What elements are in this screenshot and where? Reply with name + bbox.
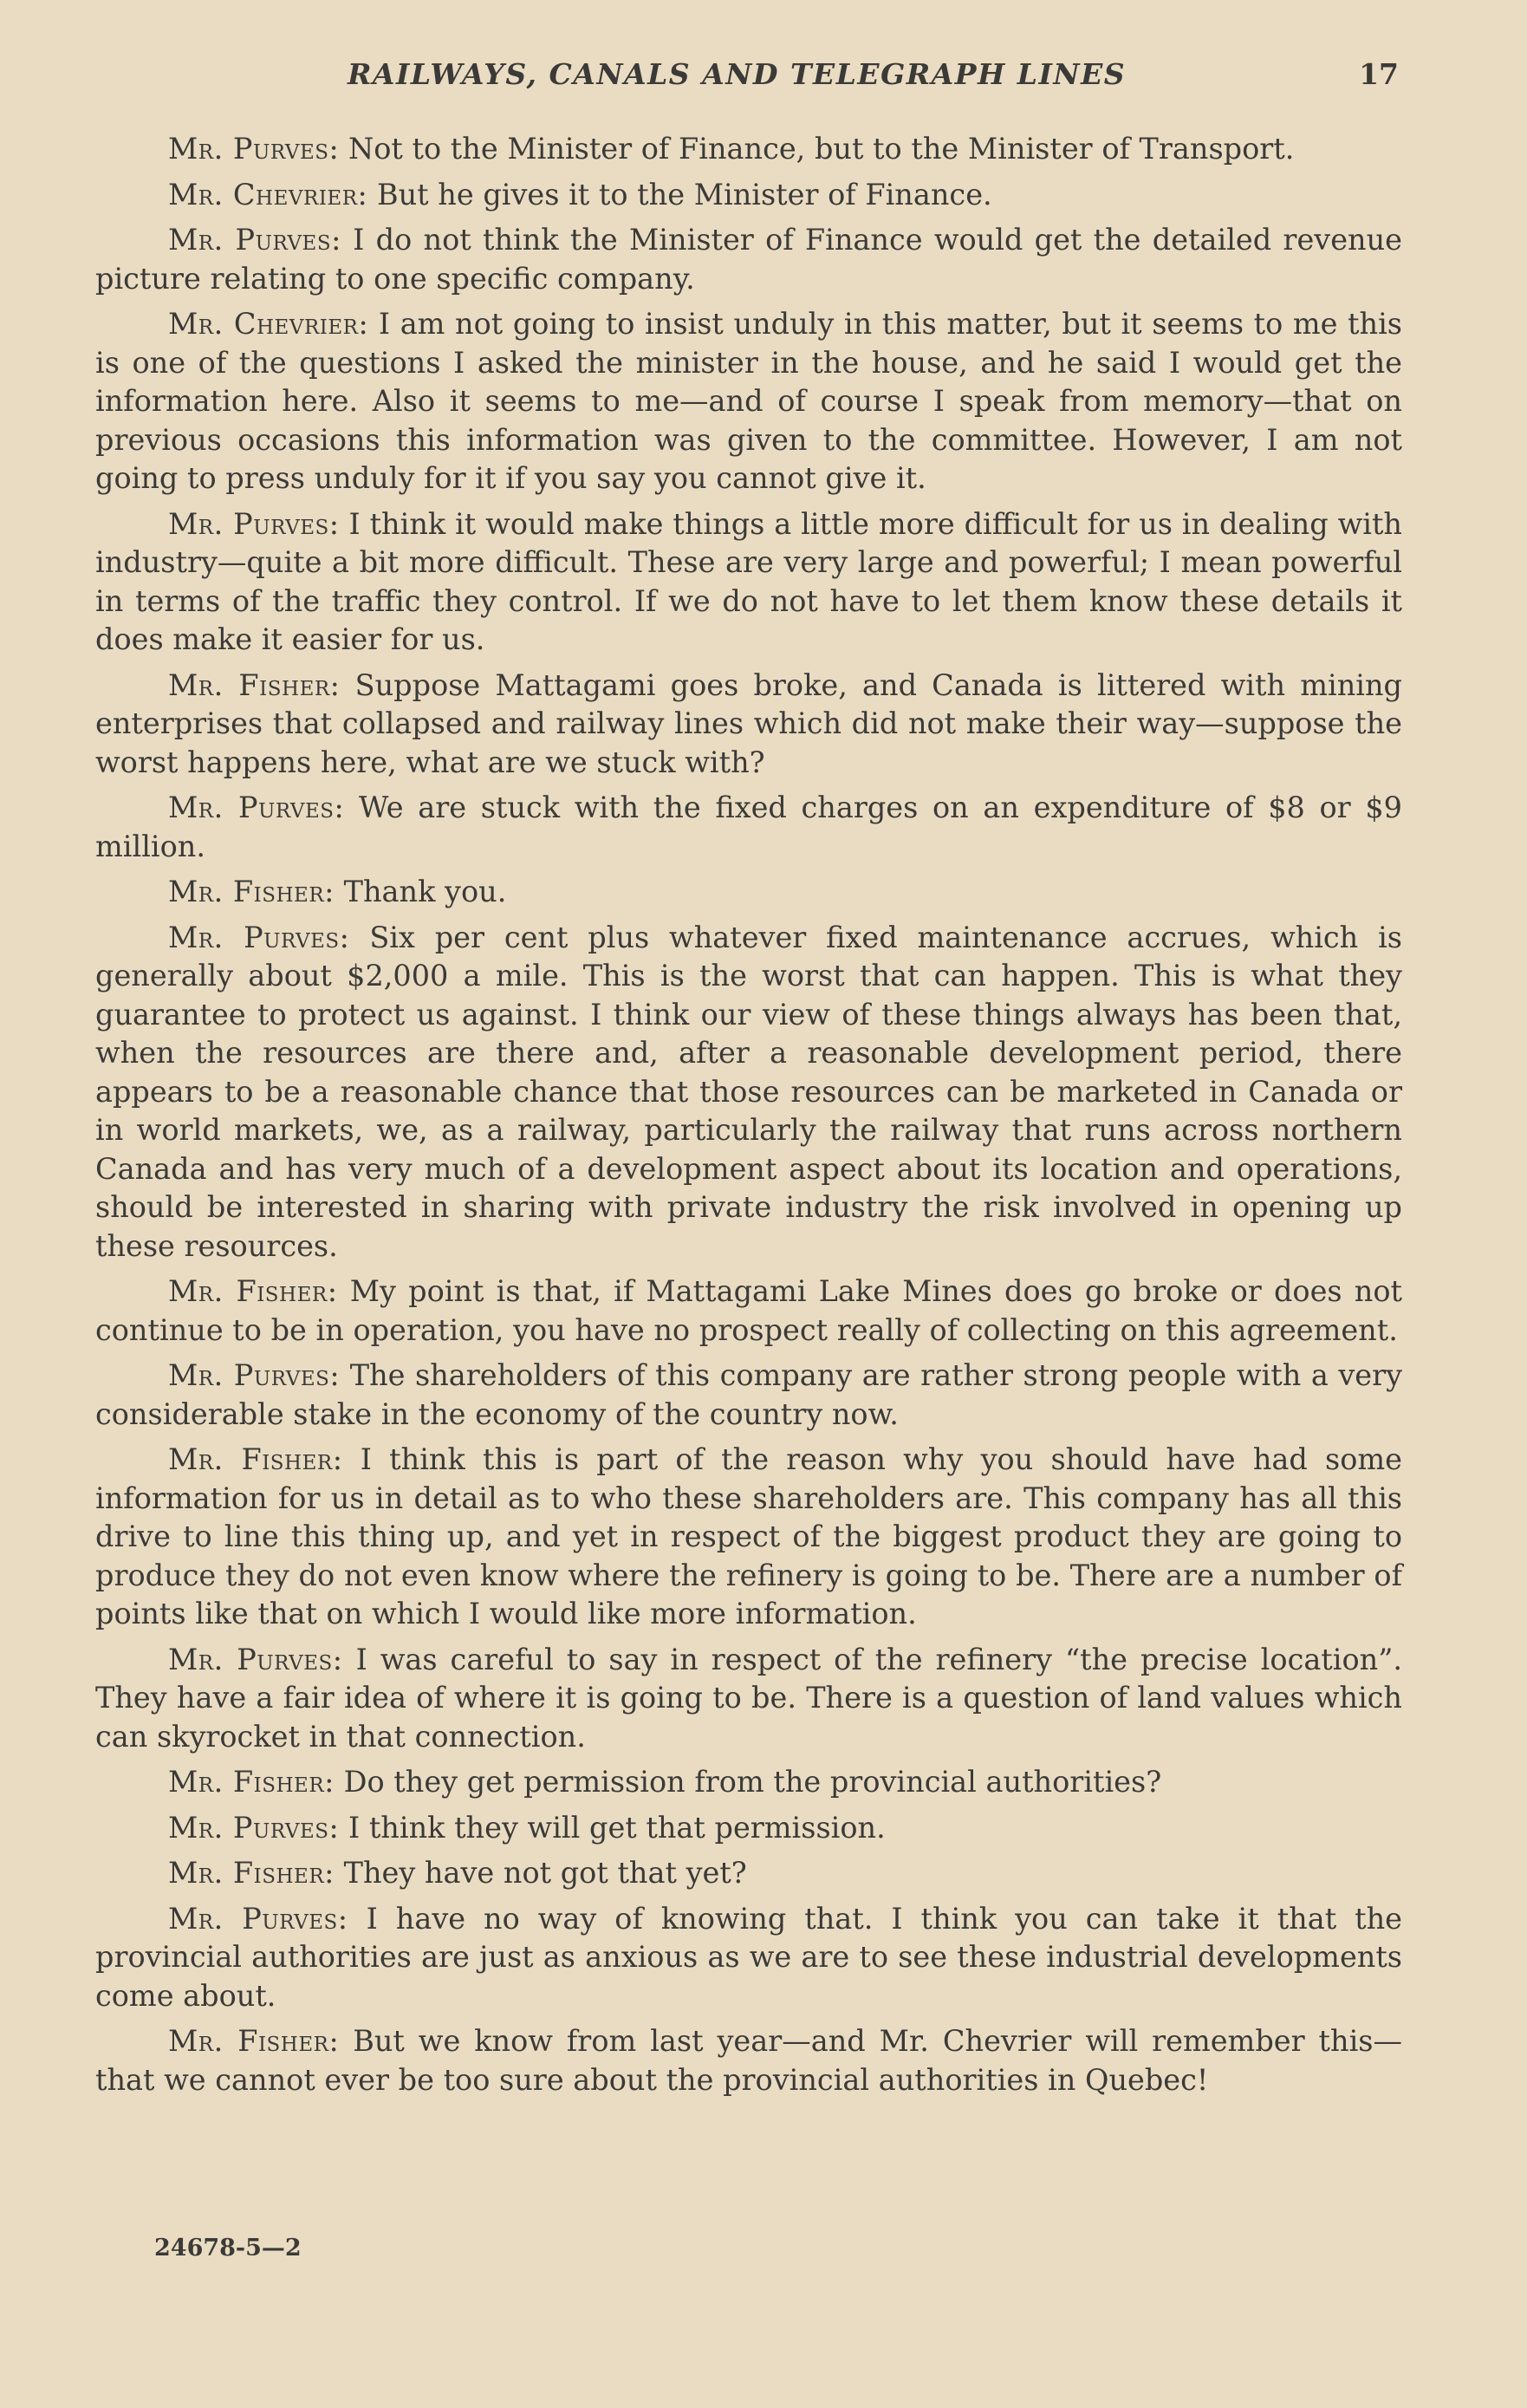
speaker-name: Mr. Fisher:: [168, 1442, 343, 1476]
speaker-name: Mr. Purves:: [168, 1810, 340, 1845]
running-title: RAILWAYS, CANALS AND TELEGRAPH LINES: [347, 57, 1127, 91]
dialogue-paragraph: [95, 176, 1402, 215]
speaker-name: Mr. Purves:: [168, 920, 350, 954]
dialogue-text: My point is that, if Mattagami Lake Mines does go broke or does not continue to be in operation, you have no prospect really of collecting on this agreement.: [95, 1274, 1402, 1347]
speaker-name: Mr. Fisher:: [168, 875, 335, 908]
speaker-name: Mr. Purves:: [168, 791, 345, 824]
speaker-name: Mr. Purves:: [168, 506, 340, 541]
page-header: [0, 54, 1527, 97]
dialogue-paragraph: [95, 919, 1402, 1266]
dialogue-paragraph: [95, 1854, 1402, 1893]
dialogue-paragraph: [95, 789, 1402, 866]
dialogue-paragraph: [95, 305, 1402, 498]
dialogue-paragraph: [95, 1809, 1402, 1848]
page-number: 17: [1359, 57, 1399, 91]
dialogue-paragraph: [95, 1641, 1402, 1757]
speaker-name: Mr. Fisher:: [168, 1274, 338, 1308]
speaker-name: Mr. Chevrier:: [168, 177, 368, 212]
printer-code: 24678-5—2: [154, 2235, 302, 2262]
dialogue-paragraph: [95, 1763, 1402, 1802]
dialogue-text: I think they will get that permission.: [348, 1810, 886, 1845]
speaker-name: Mr. Purves:: [168, 1901, 348, 1936]
speaker-name: Mr. Purves:: [168, 1358, 341, 1392]
dialogue-paragraph: [95, 1272, 1402, 1350]
dialogue-text: But we know from last year—and Mr. Chevrier will remember this—that we cannot ever be too sure about the provincial authorities in Quebec!: [95, 2024, 1402, 2097]
dialogue-paragraph: [95, 505, 1402, 660]
dialogue-text: They have not got that yet?: [343, 1856, 747, 1890]
speaker-name: Mr. Purves:: [168, 132, 340, 166]
dialogue-text: We are stuck with the fixed charges on an expenditure of $8 or $9 million.: [95, 791, 1403, 863]
speaker-name: Mr. Purves:: [168, 223, 341, 257]
dialogue-paragraph: [95, 667, 1402, 783]
speaker-name: Mr. Fisher:: [168, 667, 341, 702]
dialogue-text: I have no way of knowing that. I think you can take it that the provincial authorities are just as anxious as we are to see these industrial developments come about.: [95, 1901, 1403, 2013]
dialogue-paragraph: [95, 2022, 1402, 2099]
speaker-name: Mr. Chevrier:: [168, 307, 369, 341]
dialogue-text: The shareholders of this company are rather strong people with a very considerable stake in the economy of the country now.: [95, 1358, 1403, 1431]
dialogue-text: But he gives it to the Minister of Finance.: [376, 177, 992, 212]
dialogue-paragraph: [95, 1441, 1402, 1634]
dialogue-text: I do not think the Minister of Finance would get the detailed revenue picture relating to one specific company.: [95, 223, 1402, 296]
dialogue-text: Not to the Minister of Finance, but to the Minister of Transport.: [348, 132, 1295, 166]
dialogue-text: I was careful to say in respect of the refinery “the precise location”. They have a fair idea of where it is going to be. There is a question of land values which can skyrocket in that connection.: [95, 1642, 1402, 1754]
dialogue-paragraph: [95, 873, 1402, 912]
dialogue-paragraph: [95, 221, 1402, 298]
dialogue-paragraph: [95, 1357, 1402, 1434]
dialogue-text: Thank you.: [343, 875, 507, 908]
transcript-body: [95, 130, 1402, 2106]
dialogue-text: I think this is part of the reason why you should have had some information for us in detail as to who these shareholders are. This company has all this drive to line this thing up, and yet in respect of the biggest product they are going to produce they do not even know where the refinery is going to be. There are a number of points like that on which I would like more information.: [95, 1442, 1402, 1630]
dialogue-paragraph: [95, 130, 1402, 169]
speaker-name: Mr. Fisher:: [168, 1856, 335, 1890]
dialogue-text: Six per cent plus whatever fixed maintenance accrues, which is generally about $2,000 a mile. This is the worst that can happen. This is what they guarantee to protect us against. I think our view of these things always has been that, when the resources are there and, after a reasonable development period, there appears to be a reasonable chance that those resources can be marketed in Canada or in world markets, we, as a railway, particularly the railway that runs across northern Canada and has very much of a development aspect about its location and operations, should be interested in sharing with private industry the risk involved in opening up these resources.: [95, 920, 1402, 1263]
dialogue-text: I am not going to insist unduly in this matter, but it seems to me this is one of the questions I asked the minister in the house, and he said I would get the information here. Also it seems to me—and of course I speak from memory—that on previous occasions this information was given to the committee. However, I am not going to press unduly for it if you say you cannot give it.: [95, 307, 1403, 495]
dialogue-paragraph: [95, 1900, 1402, 2016]
speaker-name: Mr. Fisher:: [168, 1765, 335, 1799]
dialogue-text: Suppose Mattagami goes broke, and Canada is littered with mining enterprises that collapsed and railway lines which did not make their way—suppose the worst happens here, what are we stuck with?: [95, 667, 1403, 779]
speaker-name: Mr. Fisher:: [168, 2024, 340, 2058]
dialogue-text: I think it would make things a little more difficult for us in dealing with industry—quite a bit more difficult. These are very large and powerful; I mean powerful in terms of the traffic they control. If we do not have to let them know these details it does make it easier for us.: [95, 506, 1402, 656]
dialogue-text: Do they get permission from the provincial authorities?: [343, 1765, 1162, 1799]
speaker-name: Mr. Purves:: [168, 1642, 343, 1676]
